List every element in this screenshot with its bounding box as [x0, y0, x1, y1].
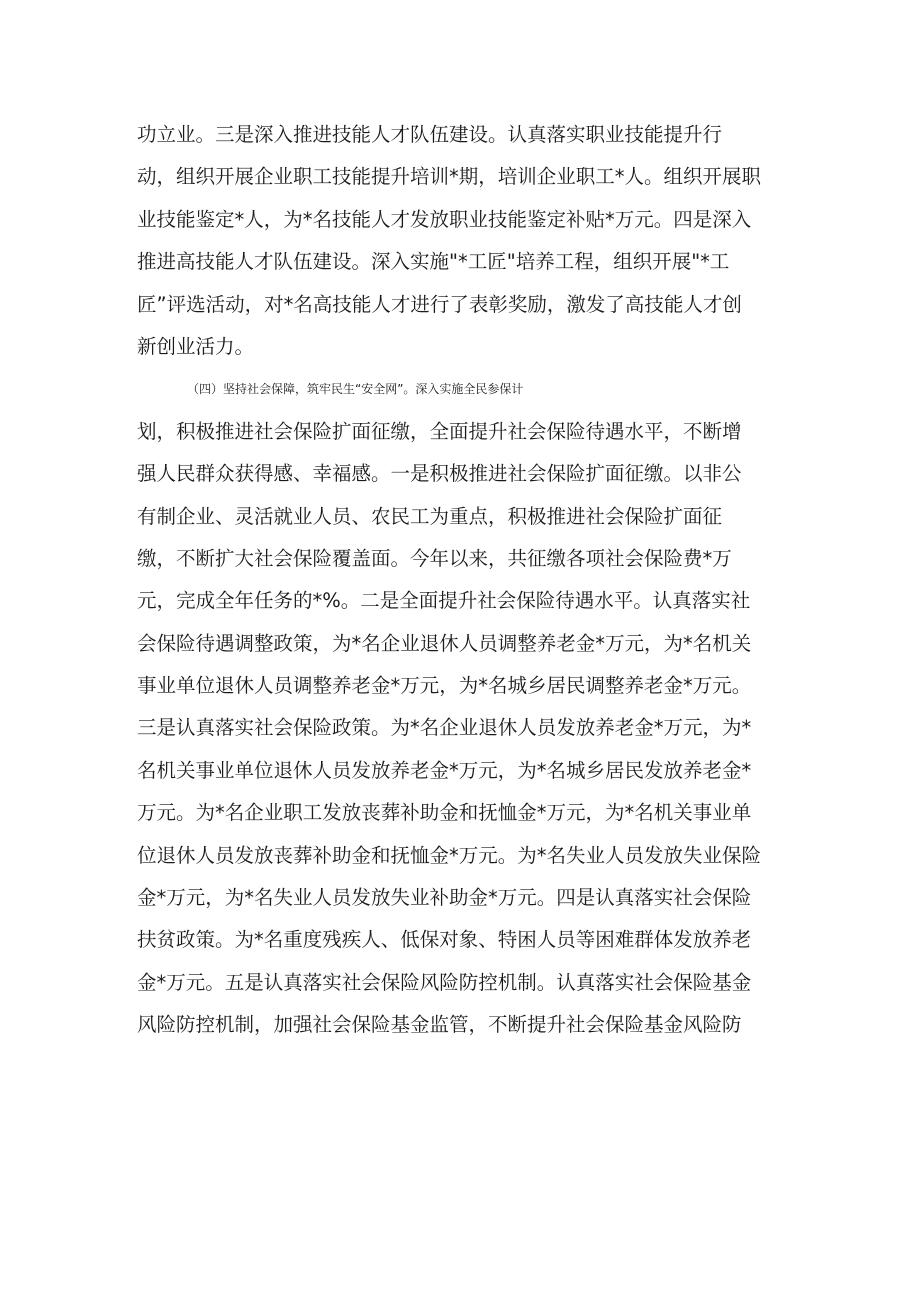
text-line: 功立业。三是深入推进技能人才队伍建设。认真落实职业技能提升行 — [137, 123, 723, 146]
text-line: 万元。为*名企业职工发放丧葬补助金和抚恤金*万元，为*名机关事业单 — [137, 801, 752, 825]
text-line: 业技能鉴定*人，为*名技能人才发放职业技能鉴定补贴*万元。四是深入 — [137, 207, 752, 231]
text-line: 三是认真落实社会保险政策。为*名企业退休人员发放养老金*万元，为* — [137, 716, 752, 740]
text-line: 匠”评选活动，对*名高技能人才进行了表彰奖励，激发了高技能人才创 — [137, 292, 742, 316]
text-line: （四）坚持社会保障，筑牢民生“安全网”。深入实施全民参保计 — [187, 382, 524, 397]
document-body — [137, 114, 787, 1047]
text-line: 扶贫政策。为*名重度残疾人、低保对象、特困人员等困难群体发放养老 — [137, 928, 752, 952]
text-line: 动，组织开展企业职工技能提升培训*期，培训企业职工*人。组织开展职 — [137, 165, 762, 189]
text-line: 事业单位退休人员调整养老金*万元，为*名城乡居民调整养老金*万元。 — [137, 674, 752, 698]
text-line: 缴，不断扩大社会保险覆盖面。今年以来，共征缴各项社会保险费*万 — [137, 546, 732, 570]
text-line: 划，积极推进社会保险扩面征缴，全面提升社会保险待遇水平，不断增 — [137, 419, 742, 443]
text-line: 有制企业、灵活就业人员、农民工为重点，积极推进社会保险扩面征 — [137, 504, 723, 528]
text-line: 新创业活力。 — [137, 334, 255, 358]
text-line: 金*万元，为*名失业人员发放失业补助金*万元。四是认真落实社会保险 — [137, 886, 752, 910]
text-line: 金*万元。五是认真落实社会保险风险防控机制。认真落实社会保险基金 — [137, 970, 752, 994]
text-line: 会保险待遇调整政策，为*名企业退休人员调整养老金*万元，为*名机关 — [137, 631, 752, 655]
text-line: 位退休人员发放丧葬补助金和抚恤金*万元。为*名失业人员发放失业保险 — [137, 843, 762, 867]
text-line: 风险防控机制，加强社会保险基金监管，不断提升社会保险基金风险防 — [137, 1013, 742, 1037]
text-line: 推进高技能人才队伍建设。深入实施"*工匠"培养工程，组织开展"*工 — [137, 250, 730, 274]
text-line: 元，完成全年任务的*%。二是全面提升社会保险待遇水平。认真落实社 — [137, 589, 751, 613]
text-line: 强人民群众获得感、幸福感。一是积极推进社会保险扩面征缴。以非公 — [137, 462, 742, 486]
text-line: 名机关事业单位退休人员发放养老金*万元，为*名城乡居民发放养老金* — [137, 758, 752, 782]
